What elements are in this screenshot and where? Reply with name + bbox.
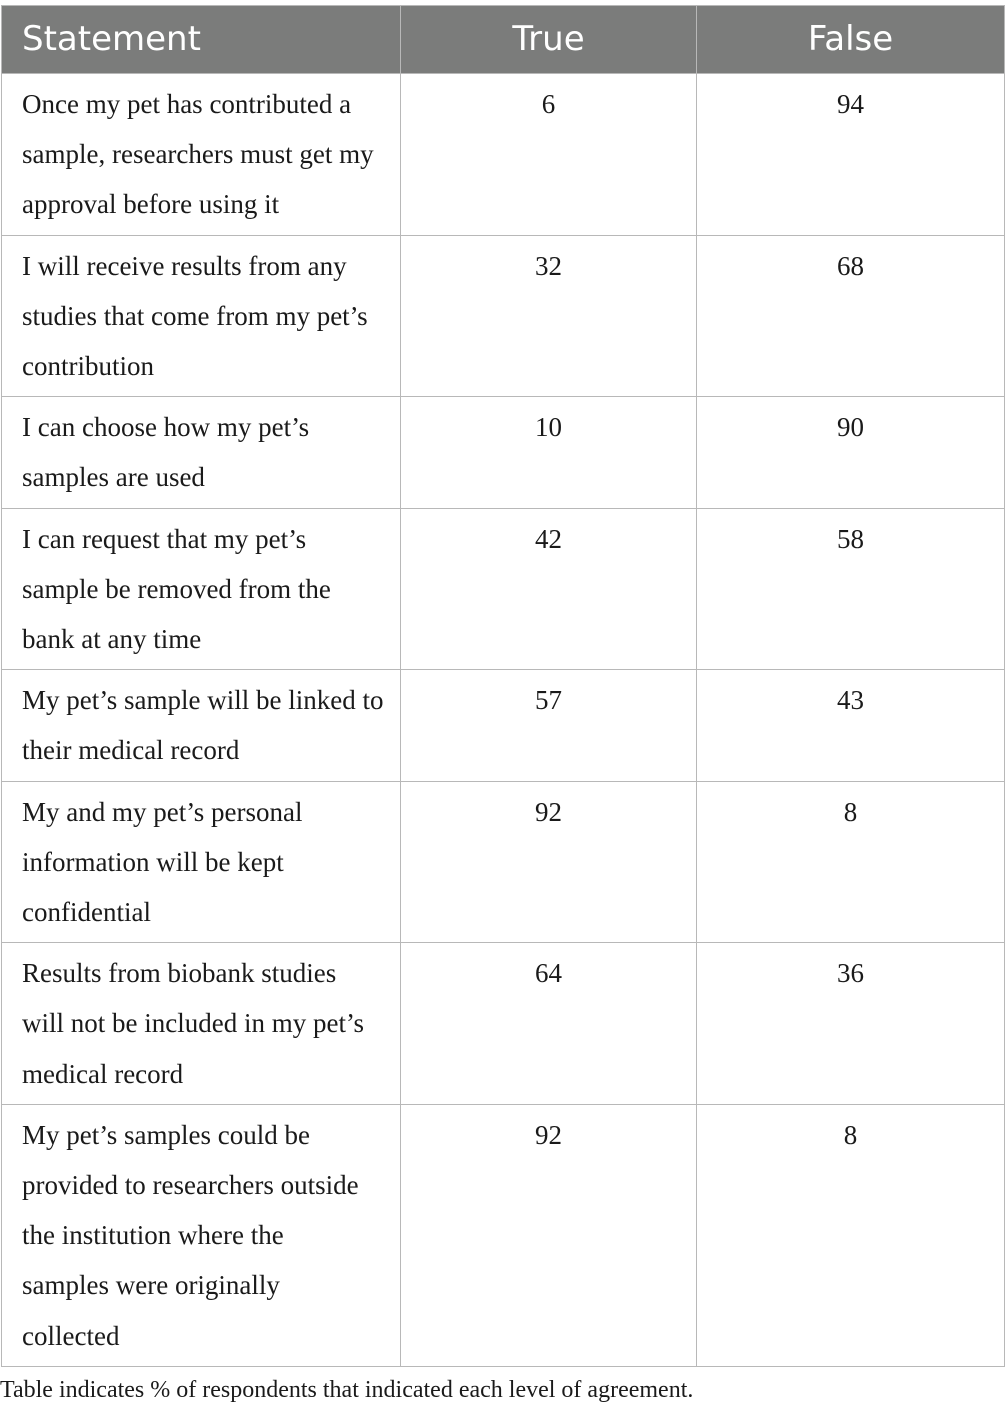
false-value-cell: 68 xyxy=(697,235,1005,397)
false-value-cell: 58 xyxy=(697,508,1005,670)
false-value-cell: 94 xyxy=(697,74,1005,236)
true-value-cell: 42 xyxy=(401,508,697,670)
table-row xyxy=(2,508,1005,670)
false-value-cell: 8 xyxy=(697,1104,1005,1366)
table-row xyxy=(2,235,1005,397)
true-value-cell: 6 xyxy=(401,74,697,236)
true-value-cell: 92 xyxy=(401,781,697,943)
statement-cell: Once my pet has contributed a sample, researchers must get my approval before using it xyxy=(2,74,401,236)
true-value-cell: 92 xyxy=(401,1104,697,1366)
survey-table xyxy=(1,5,1005,1367)
statement-cell: I will receive results from any studies that come from my pet’s contribution xyxy=(2,235,401,397)
table-header xyxy=(2,6,1005,74)
table-row xyxy=(2,670,1005,781)
true-value-cell: 64 xyxy=(401,943,697,1105)
header-row xyxy=(2,6,1005,74)
false-value-cell: 90 xyxy=(697,397,1005,508)
true-value-cell: 32 xyxy=(401,235,697,397)
statement-cell: I can choose how my pet’s samples are used xyxy=(2,397,401,508)
table-footnote: Table indicates % of respondents that indicated each level of agreement. xyxy=(0,1377,694,1403)
table-row xyxy=(2,74,1005,236)
true-value-cell: 10 xyxy=(401,397,697,508)
table-row xyxy=(2,1104,1005,1366)
table-row xyxy=(2,943,1005,1105)
header-false: False xyxy=(697,6,1005,74)
table-body xyxy=(2,74,1005,1367)
statement-cell: My pet’s samples could be provided to researchers outside the institution where the samples were originally collected xyxy=(2,1104,401,1366)
header-true: True xyxy=(401,6,697,74)
statement-cell: I can request that my pet’s sample be removed from the bank at any time xyxy=(2,508,401,670)
statement-cell: Results from biobank studies will not be included in my pet’s medical record xyxy=(2,943,401,1105)
header-statement: Statement xyxy=(2,6,401,74)
false-value-cell: 36 xyxy=(697,943,1005,1105)
true-value-cell: 57 xyxy=(401,670,697,781)
false-value-cell: 8 xyxy=(697,781,1005,943)
table-row xyxy=(2,781,1005,943)
statement-cell: My and my pet’s personal information will be kept confidential xyxy=(2,781,401,943)
table-row xyxy=(2,397,1005,508)
false-value-cell: 43 xyxy=(697,670,1005,781)
statement-cell: My pet’s sample will be linked to their medical record xyxy=(2,670,401,781)
